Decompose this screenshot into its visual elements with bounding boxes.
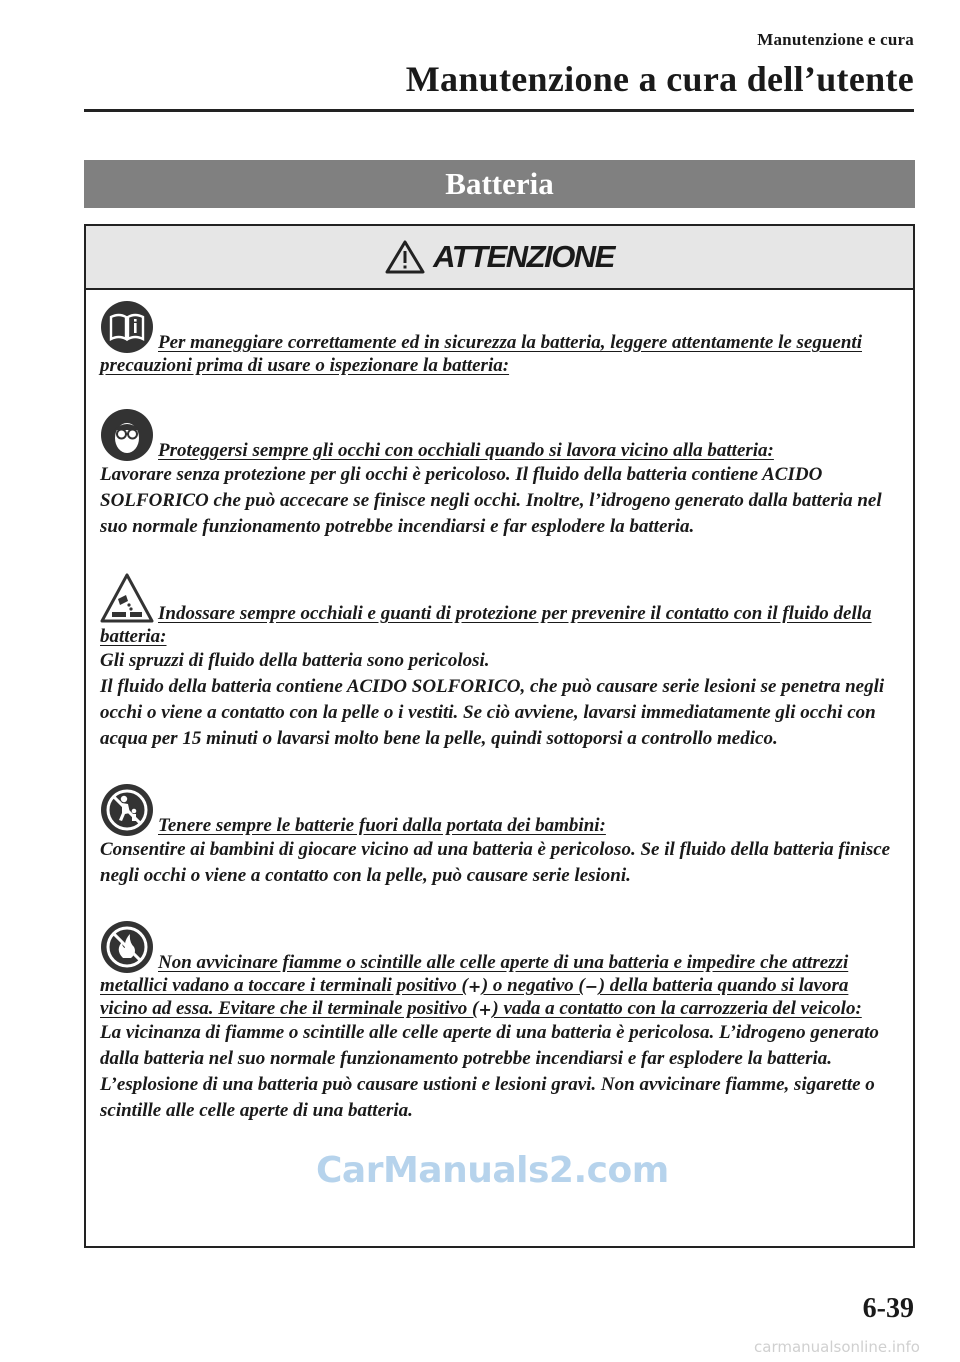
page-number: 6-39 xyxy=(862,1293,914,1324)
plus-icon: + xyxy=(478,1000,492,1019)
no-flame-icon xyxy=(100,920,154,974)
header-divider xyxy=(84,109,914,112)
site-watermark: carmanualsonline.info xyxy=(754,1338,920,1356)
warning-item-heading: Indossare sempre occhiali e guanti di protezione per prevenire il contatto con il fluido della batteria: xyxy=(100,603,872,647)
warning-label: ATTENZIONE xyxy=(433,239,614,274)
warning-item-text: Gli spruzzi di fluido della batteria sono pericolosi. Il fluido della batteria contiene ACIDO SOLFORICO, che può causare serie lesioni se penetra negli occhi o viene a contatto con la pelle o i vestiti. Se ciò avviene, lavarsi immediatamente gli occhi con acqua per 15 minuti o lavarsi molto bene la pelle, quindi sottoporsi a controllo medico. xyxy=(100,650,885,749)
heading-part: ) o negativo ( xyxy=(481,975,585,996)
warning-item xyxy=(100,920,899,1124)
warning-item xyxy=(100,300,899,377)
warning-item-heading: Tenere sempre le batterie fuori dalla portata dei bambini: xyxy=(158,815,606,836)
warning-item-heading: Proteggersi sempre gli occhi con occhiali quando si lavora vicino alla batteria: xyxy=(158,440,774,461)
warning-item-text: La vicinanza di fiamme o scintille alle celle aperte di una batteria è pericolosa. L’idrogeno generato dalla batteria nel suo normale funzionamento potrebbe incendiarsi e far esplodere la batteria. L’esplosione di una batteria può causare ustioni e lesioni gravi. Non avvicinare fiamme, sigarette o scintille alle celle aperte di una batteria. xyxy=(100,1022,879,1121)
warning-item-heading xyxy=(100,952,862,1019)
keep-away-children-icon xyxy=(100,783,154,837)
warning-item xyxy=(100,408,899,540)
warning-box xyxy=(84,224,915,1248)
warning-item-text: Consentire ai bambini di giocare vicino ad una batteria è pericoloso. Se il fluido della batteria finisce negli occhi o viene a contatto con la pelle, può causare serie lesioni. xyxy=(100,839,891,886)
heading-part: ) vada a contatto con la carrozzeria del veicolo: xyxy=(492,998,862,1019)
heading-part: ) della batteria quando si lavora vicino ad essa. Evitare che il terminale positivo ( xyxy=(100,975,849,1019)
chapter-title: Manutenzione e cura xyxy=(757,30,914,49)
eye-protection-icon xyxy=(100,408,154,462)
warning-item-text: Lavorare senza protezione per gli occhi è pericoloso. Il fluido della batteria contiene ACIDO SOLFORICO che può accecare se finisce negli occhi. Inoltre, l’idrogeno generato dalla batteria nel suo normale funzionamento potrebbe incendiarsi e far esplodere la batteria. xyxy=(100,464,882,537)
warning-item xyxy=(100,783,899,889)
plus-icon: + xyxy=(467,977,482,996)
heading-part: Non avvicinare fiamme o scintille alle celle aperte di una batteria e impedire che attrezzi metallici vadano a toccare i terminali positivo ( xyxy=(100,952,849,996)
warning-item xyxy=(100,571,899,752)
warning-triangle-icon xyxy=(385,240,425,274)
warning-header xyxy=(86,226,913,290)
minus-icon: − xyxy=(584,977,599,996)
watermark: CarManuals2.com xyxy=(316,1150,669,1191)
manual-book-icon xyxy=(100,300,154,354)
section-title: Batteria xyxy=(84,160,915,208)
corrosive-warning-icon xyxy=(100,571,154,625)
page-title: Manutenzione a cura dell’utente xyxy=(405,59,914,99)
warning-item-heading: Per maneggiare correttamente ed in sicurezza la batteria, leggere attentamente le seguenti precauzioni prima di usare o ispezionare la batteria: xyxy=(100,332,862,376)
